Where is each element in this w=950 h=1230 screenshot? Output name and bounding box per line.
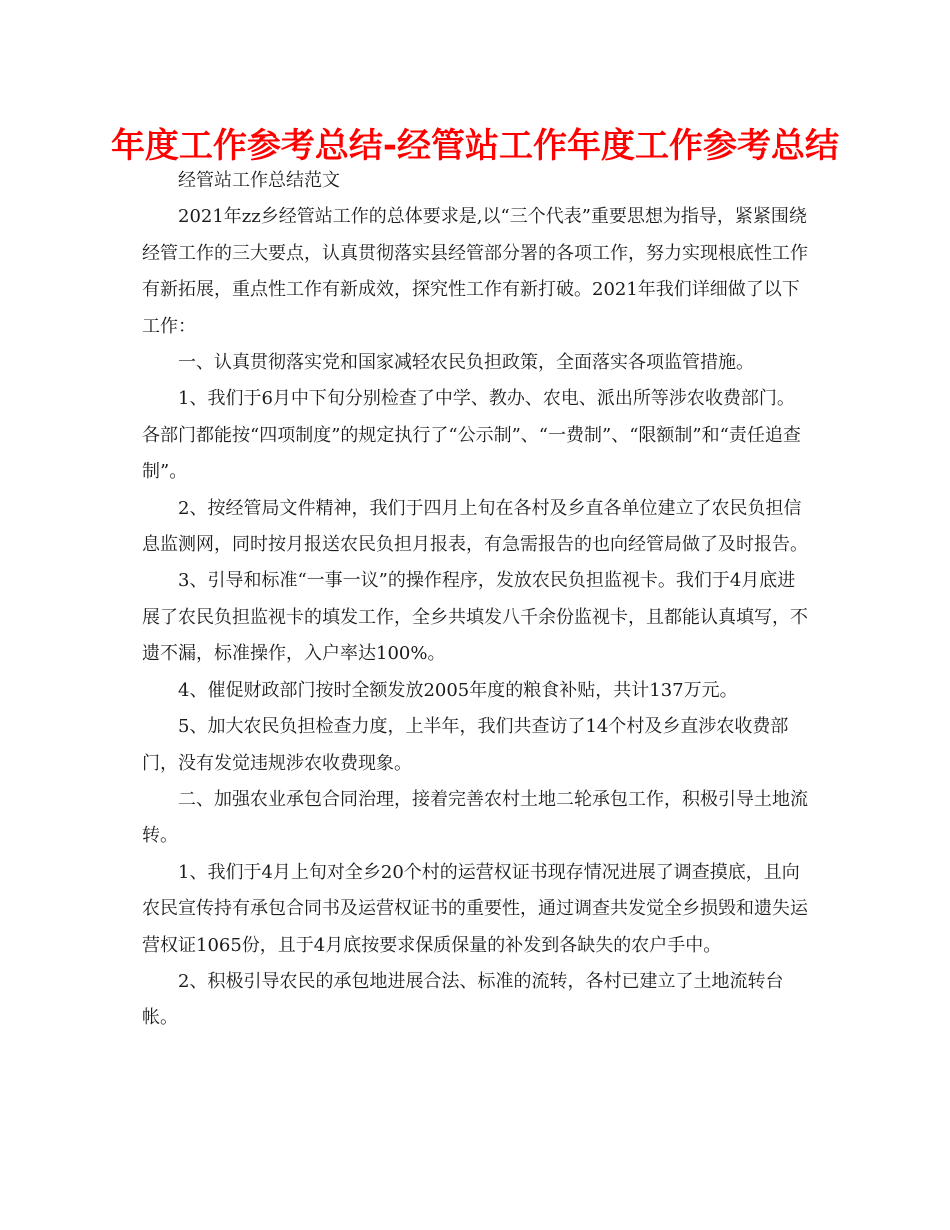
list-item-1-1: 1、我们于6月中下旬分别检查了中学、教办、农电、派出所等涉农收费部门。各部门都能按“四项制度”的规定执行了“公示制”、“一费制”、“限额制”和“责任追查制”。	[142, 388, 801, 483]
list-item-2-1: 1、我们于4月上旬对全乡20个村的运营权证书现存情况进展了调查摸底，且向农民宣传持有承包合同书及运营权证书的重要性，通过调查共发觉全乡损毁和遗失运营权证1065份，且于4月底按要求保质保量的补发到各缺失的农户手中。	[142, 861, 808, 956]
list-item-1-5: 5、加大农民负担检查力度，上半年，我们共查访了14个村及乡直涉农收费部门，没有发觉违规涉农收费现象。	[142, 716, 789, 774]
document-title: 年度工作参考总结-经管站工作年度工作参考总结	[110, 126, 840, 166]
list-item-1-2: 2、按经管局文件精神，我们于四月上旬在各村及乡直各单位建立了农民负担信息监测网，同时按月报送农民负担月报表，有急需报告的也向经管局做了及时报告。	[142, 497, 808, 556]
list-item-1-3: 3、引导和标准“一事一议”的操作程序，发放农民负担监视卡。我们于4月底进展了农民负担监视卡的填发工作，全乡共填发八千余份监视卡，且都能认真填写，不遗不漏，标准操作，入户率达100%。	[142, 570, 808, 665]
subtitle-paragraph: 经管站工作总结范文	[178, 170, 340, 191]
section-heading-2: 二、加强农业承包合同治理，接着完善农村土地二轮承包工作，积极引导土地流转。	[142, 788, 808, 847]
list-item-2-2: 2、积极引导农民的承包地进展合法、标准的流转，各村已建立了土地流转台帐。	[142, 970, 784, 1029]
intro-paragraph: 2021年zz乡经管站工作的总体要求是,以“三个代表”重要思想为指导，紧紧围绕经管工作的三大要点，认真贯彻落实县经管部分署的各项工作，努力实现根底性工作有新拓展，重点性工作有新成效，探究性工作有新打破。2021年我们详细做了以下工作：	[142, 206, 808, 337]
section-heading-1: 一、认真贯彻落实党和国家减轻农民负担政策，全面落实各项监管措施。	[178, 352, 754, 374]
document-body	[142, 163, 810, 1037]
list-item-1-4: 4、催促财政部门按时全额发放2005年度的粮食补贴，共计137万元。	[178, 679, 738, 701]
